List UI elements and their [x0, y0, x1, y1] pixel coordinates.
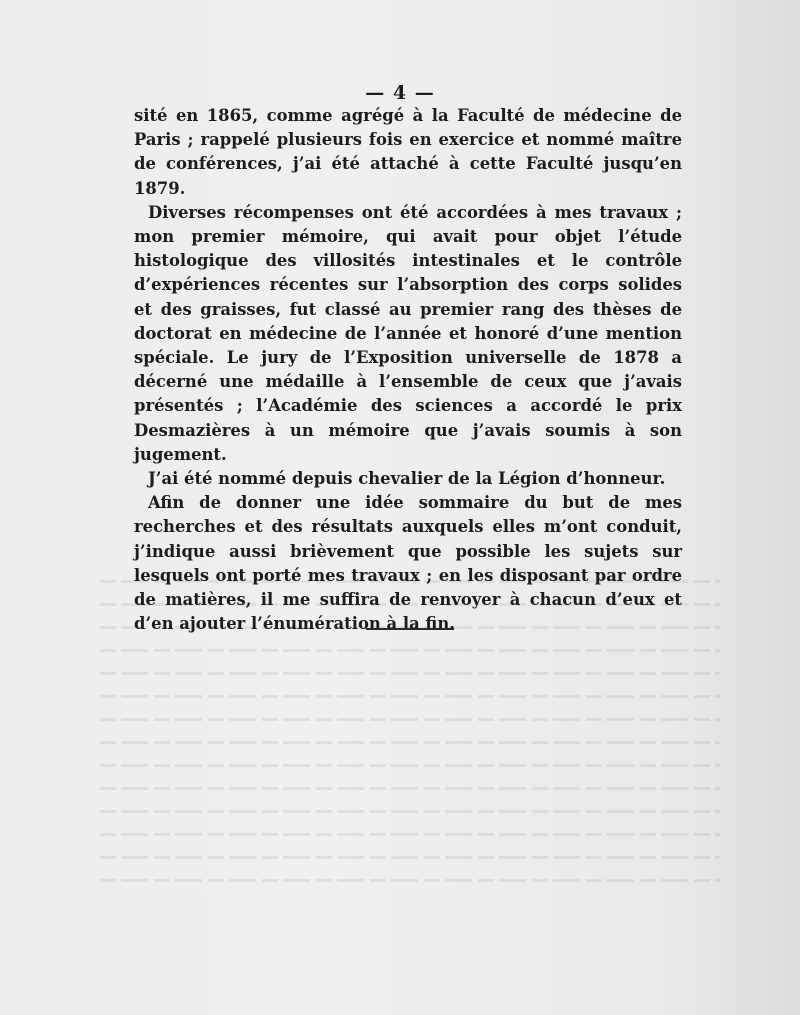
- paragraph: sité en 1865, comme agrégé à la Faculté de médecine de Paris ; rappelé plusieurs fois en exercice et nommé maître de conférences, j’ai été attaché à cette Faculté jusqu’en 1879.: [134, 106, 682, 198]
- paragraph: J’ai été nommé depuis chevalier de la Légion d’honneur.: [148, 469, 666, 489]
- body-text: [134, 104, 682, 636]
- paragraph: Afin de donner une idée sommaire du but de mes recherches et des résultats auxquels elles m’ont conduit, j’indique aussi brièvement que possible les sujets sur lesquels ont porté mes travaux ; en les disposant par ordre de matières, il me suffira de renvoyer à chacun d’eux et d’en ajouter l’énumération à la fin.: [134, 493, 682, 634]
- page-number: — 4 —: [365, 82, 435, 104]
- paragraph: Diverses récompenses ont été accordées à mes travaux ; mon premier mémoire, qui avait pour objet l’étude histologique des villosités intestinales et le contrôle d’expériences récentes sur l’absorption des corps solides et des graisses, fut classé au premier rang des thèses de doctorat en médecine de l’année et honoré d’une mention spéciale. Le jury de l’Exposition universelle de 1878 a décerné une médaille à l’ensemble de ceux que j’avais présentés ; l’Académie des sciences a accordé le prix Desmazières à un mémoire que j’avais soumis à son jugement.: [134, 202, 682, 464]
- section-divider: [366, 628, 454, 630]
